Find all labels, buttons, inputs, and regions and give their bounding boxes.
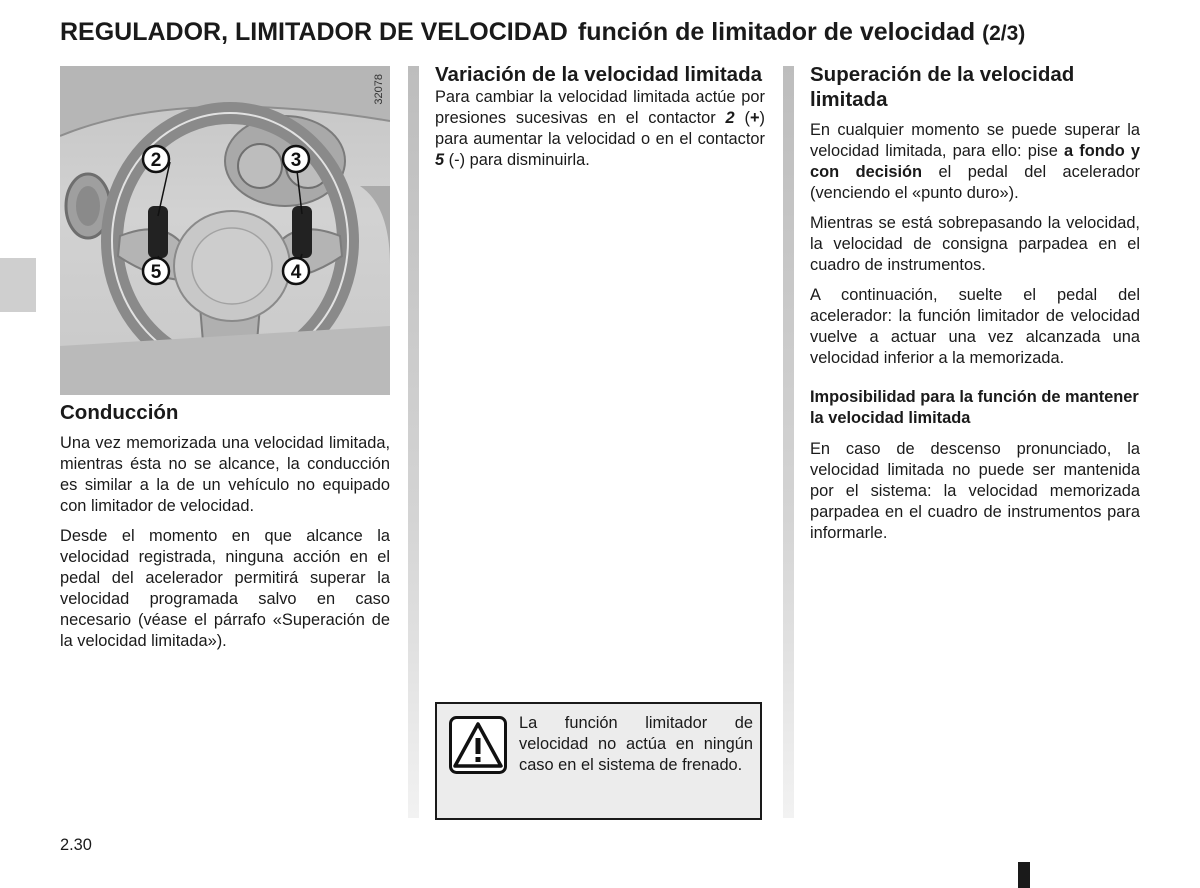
- callout-5-label: 5: [150, 262, 162, 283]
- paragraph: [435, 87, 765, 171]
- steering-wheel-illustration: [60, 66, 390, 395]
- page-title: [60, 18, 1160, 47]
- column-divider-left: [408, 66, 419, 818]
- text-run: el pedal del acelerador (venciendo el «punto duro»).: [810, 163, 1141, 202]
- text-run: (-) para disminuirla.: [444, 151, 590, 169]
- emphasis-text: a fondo y con decisión: [810, 142, 1140, 181]
- steering-wheel-drawing: [60, 66, 390, 395]
- callout-4-label: 4: [290, 262, 302, 283]
- title-sub: función de limitador de velocidad: [577, 18, 976, 46]
- callout-2-label: 2: [150, 150, 162, 171]
- section-heading: Superación de la velocidad limitada: [810, 63, 1075, 111]
- warning-box: [435, 702, 762, 820]
- chapter-tab: [0, 258, 36, 312]
- page-edge-mark: [1018, 862, 1030, 888]
- paragraph: Desde el momento en que alcance la velocidad registrada, ninguna acción en el pedal del acelerador permitirá superar la velocidad programada salvo en caso necesario (véase el párrafo «Superación de la velocidad limitada»).: [60, 527, 390, 650]
- paragraph: [810, 120, 1140, 204]
- contactor-ref: 2: [725, 109, 735, 127]
- text-run: ) para aumentar la velocidad o en el contactor: [435, 109, 765, 148]
- text-run: En cualquier momento se puede superar la velocidad limitada, para ello: pise: [810, 121, 1140, 160]
- paragraph: Mientras se está sobrepasando la velocidad, la velocidad de consigna parpadea en el cuadro de instrumentos.: [810, 214, 1140, 274]
- warning-triangle-icon: [449, 716, 507, 774]
- title-page-indicator: (2/3): [982, 22, 1026, 45]
- paragraph: Una vez memorizada una velocidad limitada, mientras ésta no se alcance, la conducción es similar a la de un vehículo no equipado con limitador de velocidad.: [60, 434, 390, 515]
- text-run: Para cambiar la velocidad limitada actúe por presiones sucesivas en el contactor: [435, 88, 765, 127]
- figure-ref-code: 32078: [373, 74, 385, 105]
- title-main: REGULADOR, LIMITADOR DE VELOCIDAD: [60, 18, 568, 46]
- callout-3: [283, 146, 309, 172]
- section-variacion: [435, 62, 765, 180]
- paragraph: A continuación, suelte el pedal del acelerador: la función limitador de velocidad vuelve a actuar una vez alcanzada una velocidad inferior a la memorizada.: [810, 286, 1140, 367]
- section-conduccion: [60, 400, 390, 661]
- callout-2: [143, 146, 169, 172]
- subsection-heading: Imposibilidad para la función de mantener la velocidad limitada: [810, 388, 1139, 427]
- contactor-ref: 5: [435, 151, 445, 169]
- text-run: (: [734, 109, 750, 127]
- section-superacion: [810, 62, 1140, 553]
- plus-symbol: +: [749, 109, 760, 127]
- paragraph: En caso de descenso pronunciado, la velocidad limitada no puede ser mantenida por el sistema: la velocidad memorizada parpadea en el cuadro de instrumentos para informarle.: [810, 440, 1140, 542]
- callout-3-label: 3: [290, 150, 302, 171]
- warning-text: La función limitador de velocidad no actúa en ningún caso en el sistema de frenado.: [519, 714, 753, 774]
- section-heading: Conducción: [60, 401, 179, 424]
- column-divider-right: [783, 66, 794, 818]
- page-number: 2.30: [60, 836, 92, 854]
- callout-5: [143, 258, 169, 284]
- callout-4: [283, 258, 309, 284]
- section-heading: Variación de la velocidad limitada: [435, 63, 762, 86]
